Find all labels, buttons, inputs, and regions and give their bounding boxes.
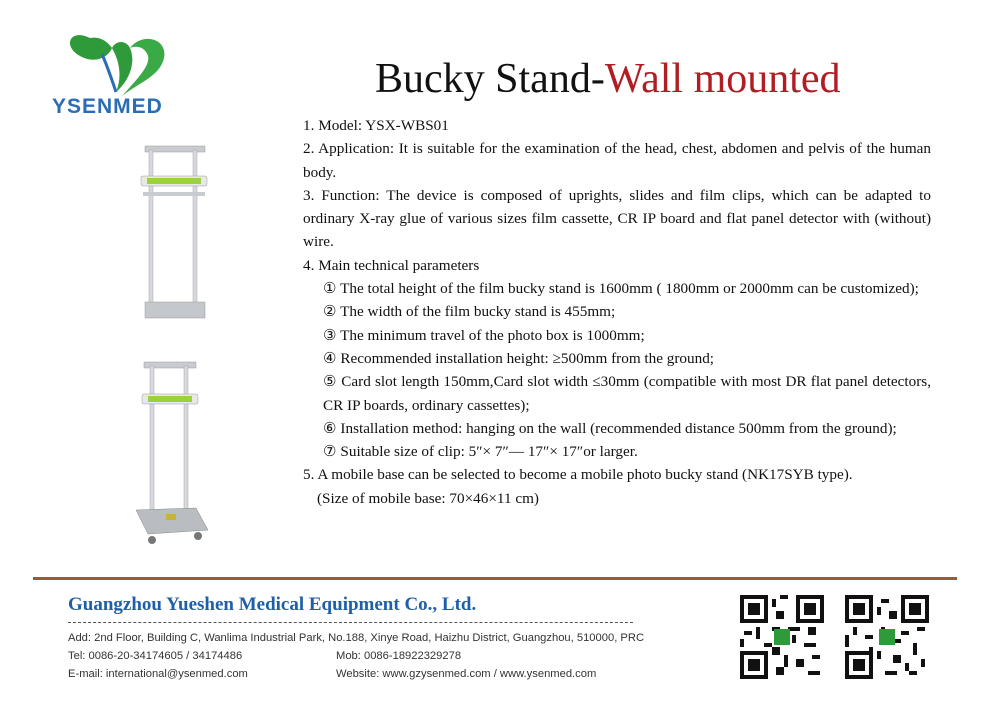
company-mob: Mob: 0086-18922329278 [336,650,462,662]
spec-content [303,114,931,510]
footer-divider [33,577,957,580]
dashed-divider [68,622,633,623]
item-function: 3. Function: The device is composed of uprights, slides and film clips, which can be adapted to ordinary X-ray glue of various sizes film cassette, CR IP board and flat panel detector with (without) wire. [303,186,931,251]
logo-text: YSENMED [52,95,163,118]
company-name: Guangzhou Yueshen Medical Equipment Co., Ltd. [68,594,477,615]
param-3: ③ The minimum travel of the photo box is 1000mm; [323,326,645,344]
company-email: E-mail: international@ysenmed.com [68,668,248,680]
title-accent: Wall mounted [604,56,841,102]
param-4: ④ Recommended installation height: ≥500mm from the ground; [323,349,715,367]
company-website: Website: www.gzysenmed.com / www.ysenmed.com [336,668,597,680]
item-mobile-base-note: (Size of mobile base: 70×46×11 cm) [317,489,539,507]
title-main: Bucky Stand- [375,56,605,102]
qr-code-icon [845,595,929,679]
company-address: Add: 2nd Floor, Building C, Wanlima Industrial Park, No.188, Xinye Road, Haizhu District, Guangzhou, 510000, PRC [68,632,645,644]
param-2: ② The width of the film bucky stand is 455mm; [323,303,616,321]
param-1: ① The total height of the film bucky stand is 1600mm ( 1800mm or 2000mm can be customized); [323,280,919,298]
param-7: ⑦ Suitable size of clip: 5″× 7″— 17″× 17″or larger. [323,443,638,461]
param-6: ⑥ Installation method: hanging on the wall (recommended distance 500mm from the ground); [323,419,897,437]
page-title [375,55,841,103]
qr-code-icon [740,595,824,679]
item-application: 2. Application: It is suitable for the examination of the head, chest, abdomen and pelvis of the human body. [303,140,931,181]
item-parameters-heading: 4. Main technical parameters [303,256,480,274]
bucky-stand-wall-image [135,142,215,327]
item-mobile-base: 5. A mobile base can be selected to become a mobile photo bucky stand (NK17SYB type). [303,466,853,484]
bucky-stand-mobile-image [130,358,210,558]
company-tel: Tel: 0086-20-34174605 / 34174486 [68,650,243,662]
param-5: ⑤ Card slot length 150mm,Card slot width ≤30mm (compatible with most DR flat panel detectors, CR IP boards, ordinary cassettes); [323,373,931,414]
item-model: 1. Model: YSX-WBS01 [303,117,449,134]
